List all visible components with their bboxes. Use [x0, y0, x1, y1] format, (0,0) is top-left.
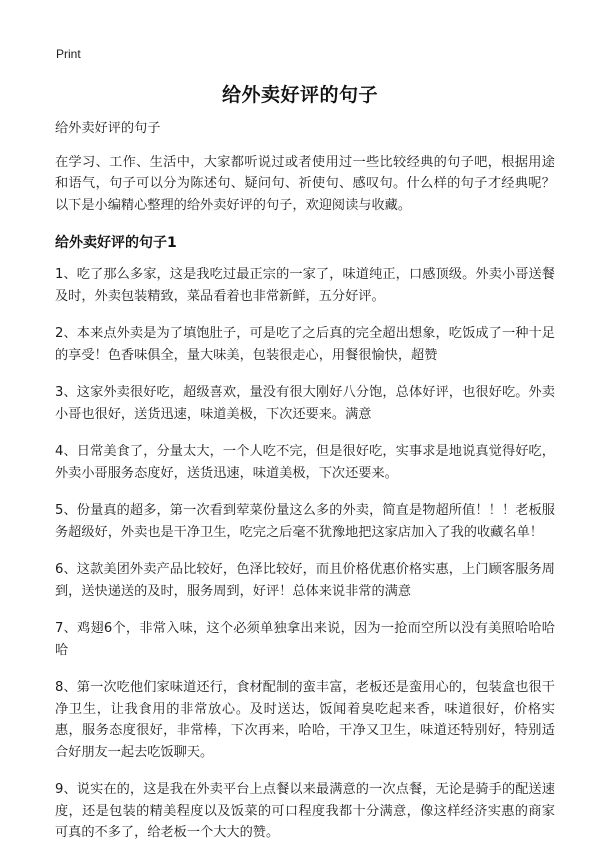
print-link[interactable]: Print: [56, 47, 81, 61]
list-item: 8、第一次吃他们家味道还行，食材配制的蛮丰富，老板还是蛮用心的，包装盒也很干净卫生，让我食用的非常放心。及时送达，饭闻着臭吃起来香，味道很好，价格实惠，服务态度很好，非常棒，下次再来，哈哈，干净又卫生，味道还特别好，特别适合好朋友一起去吃饭聊天。: [55, 680, 555, 760]
list-item: 7、鸡翅6个，非常入味，这个必须单独拿出来说，因为一抢而空所以没有美照哈哈哈哈: [55, 621, 555, 658]
list-item: 4、日常美食了，分量太大，一个人吃不完，但是很好吃，实事求是地说真觉得好吃，外卖小哥服务态度好，送货迅速，味道美极，下次还要来。: [55, 444, 555, 481]
list-item: 5、份量真的超多，第一次看到荤菜份量这么多的外卖，简直是物超所值！！！老板服务超级好，外卖也是干净卫生，吃完之后毫不犹豫地把这家店加入了我的收藏名单！: [55, 503, 555, 540]
article-intro: 在学习、工作、生活中，大家都听说过或者使用过一些比较经典的句子吧，根据用途和语气，句子可以分为陈述句、疑问句、祈使句、感叹句。什么样的句子才经典呢？以下是小编精心整理的给外卖好评的句子，欢迎阅读与收藏。: [55, 154, 555, 213]
list-item: 2、本来点外卖是为了填饱肚子，可是吃了之后真的完全超出想象，吃饭成了一种十足的享受！色香味俱全，量大味美，包装很走心，用餐很愉快，超赞: [55, 326, 555, 363]
list-item: 9、说实在的，这是我在外卖平台上点餐以来最满意的一次点餐，无论是骑手的配送速度，还是包装的精美程度以及饭菜的可口程度我都十分满意，像这样经济实惠的商家可真的不多了，给老板一个大大的赞。: [55, 782, 555, 840]
list-item: 6、这款美团外卖产品比较好，色泽比较好，而且价格优惠价格实惠，上门顾客服务周到，送快递送的及时，服务周到，好评！总体来说非常的满意: [55, 562, 555, 599]
page-title: 给外卖好评的句子: [221, 84, 378, 106]
list-item: 3、这家外卖很好吃，超级喜欢，量没有很大刚好八分饱，总体好评，也很好吃。外卖小哥也很好，送货迅速，味道美极，下次还要来。满意: [55, 385, 555, 422]
section-heading: 给外卖好评的句子1: [55, 235, 177, 251]
article-body: [55, 118, 555, 860]
list-item: 1、吃了那么多家，这是我吃过最正宗的一家了，味道纯正，口感顶级。外卖小哥送餐及时，外卖包装精致，菜品看着也非常新鲜，五分好评。: [55, 267, 555, 304]
article-subtitle: 给外卖好评的句子: [55, 121, 161, 136]
